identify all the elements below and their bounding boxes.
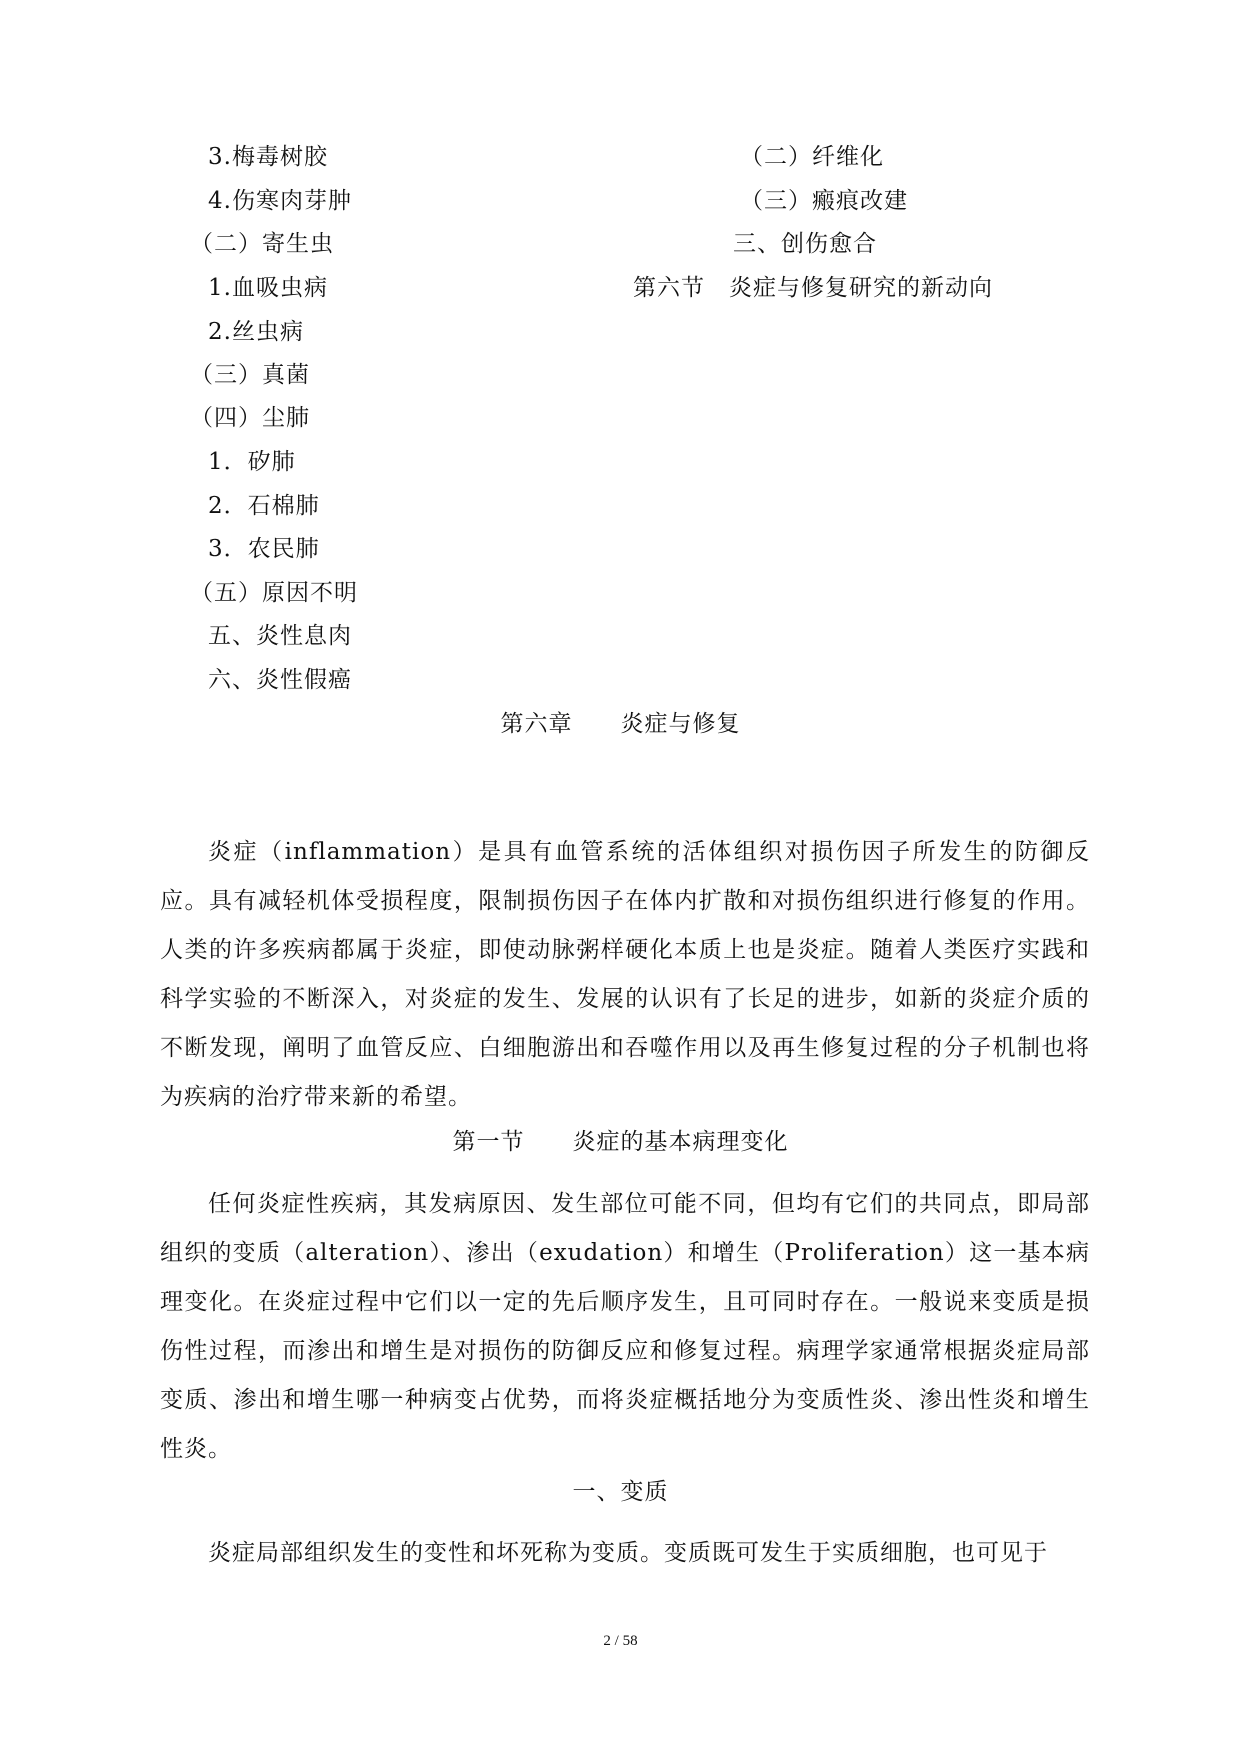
subsection-paragraph: 炎症局部组织发生的变性和坏死称为变质。变质既可发生于实质细胞，也可见于 [208, 1540, 1048, 1566]
outline-item: 3．农民肺 [208, 536, 320, 562]
subsection-title: 一、变质 [572, 1479, 669, 1505]
outline-item: 三、创伤愈合 [733, 231, 877, 257]
section-paragraph: 任何炎症性疾病，其发病原因、发生部位可能不同，但均有它们的共同点，即局部组织的变质（alteration）、渗出（exudation）和增生（Proliferation）这一基本病理变化。在炎症过程中它们以一定的先后顺序发生，且可同时存在。一般说来变质是损伤性过程，而渗出和增生是对损伤的防御反应和修复过程。病理学家通常根据炎症局部变质、渗出和增生哪一种病变占优势，而将炎症概括地分为变质性炎、渗出性炎和增生性炎。 [160, 1191, 1090, 1462]
outline-item: 五、炎性息肉 [208, 623, 352, 649]
outline-item: 4.伤寒肉芽肿 [208, 188, 352, 214]
outline-item: （二）寄生虫 [190, 231, 334, 257]
outline-item: （三）瘢痕改建 [740, 188, 908, 214]
outline-item: （二）纤维化 [740, 144, 884, 170]
outline-item: （五）原因不明 [190, 580, 358, 606]
outline-item: （四）尘肺 [190, 405, 310, 431]
chapter-intro-paragraph: 炎症（inflammation）是具有血管系统的活体组织对损伤因子所发生的防御反应。具有减轻机体受损程度，限制损伤因子在体内扩散和对损伤组织进行修复的作用。人类的许多疾病都属于炎症，即使动脉粥样硬化本质上也是炎症。随着人类医疗实践和科学实验的不断深入，对炎症的发生、发展的认识有了长足的进步，如新的炎症介质的不断发现，阐明了血管反应、白细胞游出和吞噬作用以及再生修复过程的分子机制也将为疾病的治疗带来新的希望。 [160, 839, 1090, 1110]
page-number: 2 / 58 [603, 1633, 638, 1649]
outline-item: 第六节 炎症与修复研究的新动向 [633, 275, 993, 301]
outline-item: 2.丝虫病 [208, 319, 304, 345]
outline-item: 2．石棉肺 [208, 493, 320, 519]
outline-item: 3.梅毒树胶 [208, 144, 328, 170]
outline-item: （三）真菌 [190, 362, 310, 388]
chapter-title: 第六章 炎症与修复 [500, 711, 741, 737]
outline-item: 六、炎性假癌 [208, 667, 352, 693]
outline-item: 1．矽肺 [208, 449, 296, 475]
outline-item: 1.血吸虫病 [208, 275, 328, 301]
section-title: 第一节 炎症的基本病理变化 [452, 1129, 789, 1155]
